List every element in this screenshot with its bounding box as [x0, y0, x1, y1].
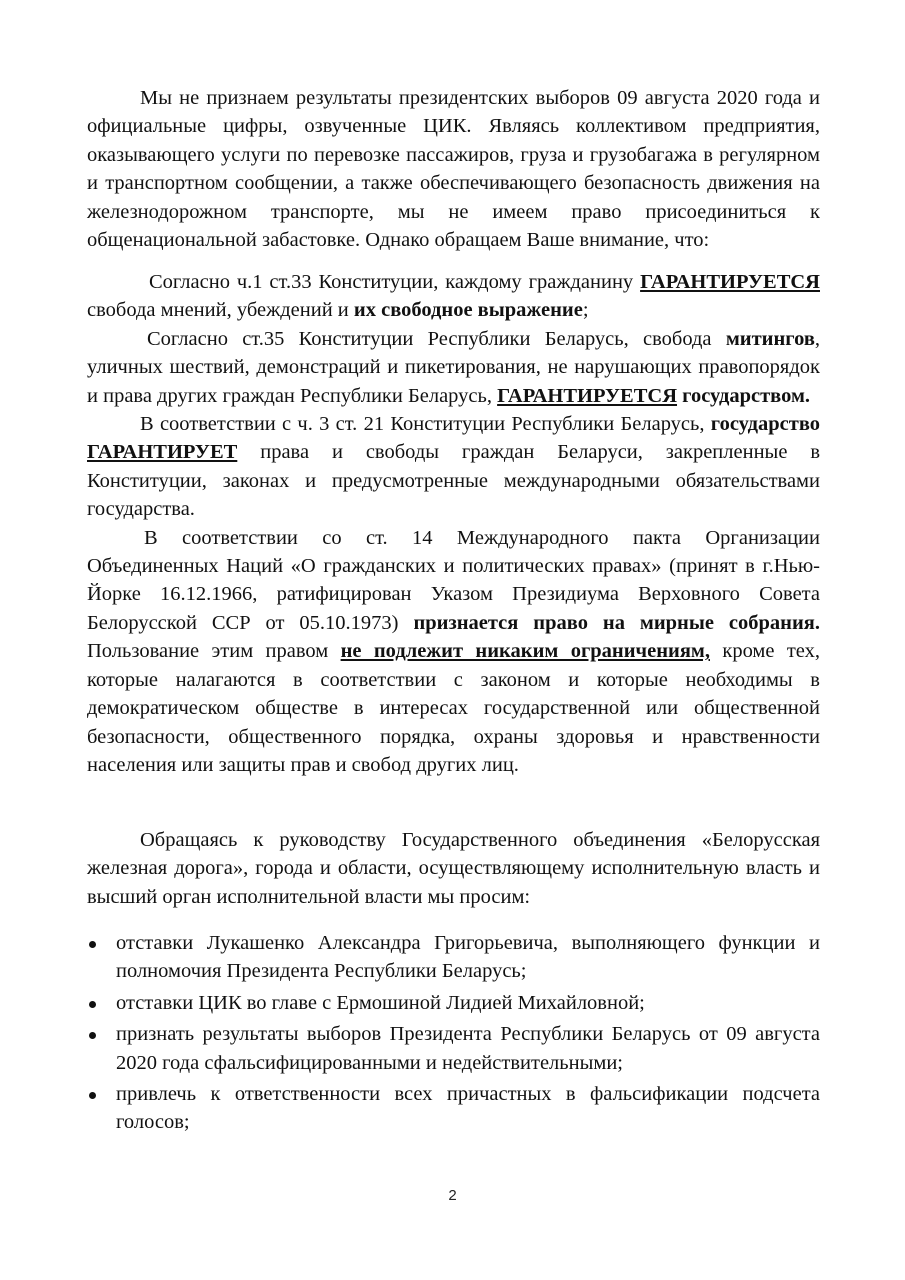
no-restrictions-emphasis: не подлежит никаким ограничениям, [340, 640, 710, 663]
request-text: привлечь к ответственности всех причастных в фальсификации подсчета голосов; [116, 1083, 820, 1134]
by-state-emphasis: государством. [682, 384, 811, 407]
paragraph-intro: Мы не признаем результаты президентских выборов 09 августа 2020 года и официальные цифры, озвученные ЦИК. Являясь коллективом предприятия, оказывающего услуги по перевозке пассажиров, груза и грузобагажа в регулярном и транспортном сообщении, а также обеспечивающего безопасность движения на железнодорожном транспорте, мы не имеем право присоединиться к общенациональной забастовке. Однако обращаем Ваше внимание, что: [87, 87, 820, 252]
bullet-icon [89, 1032, 96, 1039]
guarantees-emphasis: ГАРАНТИРУЕТ [87, 441, 238, 464]
paragraph-article-33 [87, 268, 820, 325]
rallies-emphasis: митингов [725, 327, 815, 350]
covenant-text-2: Пользование этим правом [87, 640, 329, 663]
paragraph-article-35 [87, 325, 820, 410]
bullet-icon [89, 1001, 96, 1008]
list-item [87, 989, 820, 1017]
article-21-text: В соответствии с ч. 3 ст. 21 Конституции Республики Беларусь, [140, 413, 705, 436]
guaranteed-emphasis-2: ГАРАНТИРУЕТСЯ [497, 384, 678, 407]
bullet-icon [89, 1092, 96, 1099]
covenant-text-3: кроме тех, которые налагаются в соответствии с законом и которые необходимы в демократическом обществе в интересах государственной или общественной безопасности, общественного порядка, охраны здоровья и нравственности населения или защиты прав и свобод других лиц. [87, 640, 821, 776]
article-21-text-2: права и свободы граждан Беларуси, закрепленные в Конституции, законах и предусмотренные международными обязательствами государства. [87, 441, 821, 521]
list-item [87, 1020, 820, 1077]
appeal-block [87, 826, 820, 911]
requests-block [87, 929, 820, 1140]
paragraph-article-21 [87, 410, 820, 524]
state-emphasis: государство [710, 413, 821, 436]
bullet-icon [89, 941, 96, 948]
article-33-text-2: свобода мнений, убеждений и [87, 299, 349, 322]
article-35-text-2: , уличных шествий, демонстраций и пикетирования, не нарушающих правопорядок и права других граждан Республики Беларусь, [87, 327, 821, 407]
article-35-text: Согласно ст.35 Конституции Республики Беларусь, свобода [147, 327, 712, 350]
covenant-text: В соответствии со ст. 14 Международного пакта Организации Объединенных Наций «О гражданских и политических правах» (принят в г.Нью-Йорке 16.12.1966, ратифицирован Указом Президиума Верховного Совета Белорусской ССР от 05.10.1973) [87, 526, 820, 634]
paragraph-un-covenant [87, 524, 820, 780]
page-number: 2 [448, 1187, 457, 1204]
request-text: признать результаты выборов Президента Республики Беларусь от 09 августа 2020 года сфальсифицированными и недействительными; [116, 1023, 820, 1074]
free-expression-emphasis: их свободное выражение [353, 299, 583, 322]
guaranteed-emphasis: ГАРАНТИРУЕТСЯ [640, 271, 820, 293]
constitution-block [87, 268, 820, 779]
article-33-text: Согласно ч.1 ст.33 Конституции, каждому гражданину [149, 271, 634, 293]
punctuation: ; [582, 299, 589, 322]
requests-list [87, 929, 820, 1137]
peaceful-assembly-emphasis: признается право на мирные собрания. [413, 611, 820, 634]
request-text: отставки ЦИК во главе с Ермошиной Лидией Михайловной; [116, 991, 645, 1014]
list-item [87, 929, 820, 986]
paragraph-appeal: Обращаясь к руководству Государственного объединения «Белорусская железная дорога», города и области, осуществляющему исполнительную власть и высший орган исполнительной власти мы просим: [87, 829, 820, 908]
intro-block [87, 84, 820, 254]
list-item [87, 1080, 820, 1137]
request-text: отставки Лукашенко Александра Григорьевича, выполняющего функции и полномочия Президента Республики Беларусь; [116, 932, 820, 983]
